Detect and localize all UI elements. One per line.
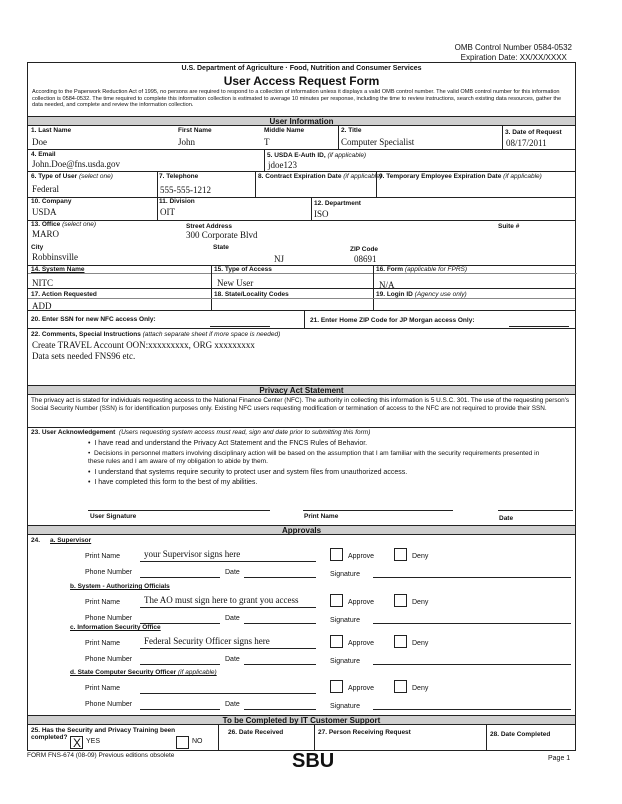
zip-field[interactable]: 08691 xyxy=(354,254,377,264)
form-field[interactable]: N/A xyxy=(379,280,395,290)
comments-label: 22. Comments, Special Instructions (attach separate sheet if more space is needed) xyxy=(31,331,281,338)
date-of-request-field[interactable]: 08/17/2011 xyxy=(506,138,547,148)
contract-expiration-label: 8. Contract Expiration Date (if applicable) xyxy=(258,173,382,180)
state-codes-label: 18. State/Locality Codes xyxy=(214,291,289,298)
approval-phone-label: Phone Number xyxy=(85,656,133,663)
form-title: User Access Request Form xyxy=(223,74,380,88)
ssn-label: 20. Enter SSN for new NFC access Only: xyxy=(31,316,156,323)
print-name-label: Print Name xyxy=(304,513,339,520)
state-field[interactable]: NJ xyxy=(274,254,285,264)
approval-role-label: d. State Computer Security Officer (if applicable) xyxy=(70,669,217,676)
approval-signature-label: Signature xyxy=(330,571,360,578)
section-user-information: User Information xyxy=(28,116,575,126)
deny-checkbox[interactable] xyxy=(394,635,407,648)
division-label: 11. Division xyxy=(159,198,195,205)
approval-print-name-field[interactable]: Federal Security Officer signs here xyxy=(144,636,270,646)
zip-label: ZIP Code xyxy=(350,246,379,253)
first-name-field[interactable]: John xyxy=(178,137,196,147)
approve-checkbox[interactable] xyxy=(330,594,343,607)
paperwork-notice: According to the Paperwork Reduction Act of 1995, no persons are required to respond to a collection of information unless it displays a valid OMB control number. The valid OMB control number for this information collection is 0584-0532. The time required to complete this information collection is estimated to average 10 minutes per response, including the time to review instructions, search existing data resources, gather the data needed, and complete and review the information collection. xyxy=(32,89,562,109)
system-name-field[interactable]: NITC xyxy=(32,278,53,288)
company-field[interactable]: USDA xyxy=(32,207,57,217)
omb-control-number: OMB Control Number 0584-0532 xyxy=(454,43,572,52)
ack-bullet-2: • Decisions in personnel matters involving disciplinary action will be based on the assumption that I am familiar with the security requirements presented in these rules and I am aware of my obligation to abide by them. xyxy=(88,450,540,465)
telephone-field[interactable]: 555-555-1212 xyxy=(160,185,211,195)
date-received-label: 26. Date Received xyxy=(228,729,284,736)
deny-label: Deny xyxy=(412,685,429,692)
date-of-request-label: 3. Date of Request xyxy=(505,129,562,136)
telephone-label: 7. Telephone xyxy=(159,173,199,180)
yes-checkbox[interactable]: X xyxy=(70,736,83,749)
company-label: 10. Company xyxy=(31,198,72,205)
training-question: 25. Has the Security and Privacy Training been completed? xyxy=(31,727,176,741)
section-privacy: Privacy Act Statement xyxy=(28,385,575,395)
yes-label: YES xyxy=(86,738,101,745)
city-field[interactable]: Robbinsville xyxy=(32,252,79,262)
street-address-field[interactable]: 300 Corporate Blvd xyxy=(186,230,258,240)
ack-bullet-3: • I understand that systems require security to protect user and system files from unauthorized access. xyxy=(88,469,408,476)
middle-name-label: Middle Name xyxy=(264,127,305,134)
middle-name-field[interactable]: T xyxy=(264,137,270,147)
approval-role-label: c. Information Security Office xyxy=(70,624,161,631)
approval-phone-label: Phone Number xyxy=(85,569,133,576)
ack-bullet-4: • I have completed this form to the best of my abilities. xyxy=(88,479,258,486)
section-approvals: Approvals xyxy=(28,525,575,535)
form-number: FORM FNS-674 (08-09) Previous editions obsolete xyxy=(27,752,175,759)
section-it-support: To be Completed by IT Customer Support xyxy=(28,715,575,725)
title-field[interactable]: Computer Specialist xyxy=(341,137,415,147)
comments-line-1[interactable]: Create TRAVEL Account OON:xxxxxxxxx, ORG xxxxxxxxx xyxy=(32,340,255,350)
date-label: Date xyxy=(499,515,514,522)
user-type-label: 6. Type of User (select one) xyxy=(31,173,113,180)
state-label: State xyxy=(213,244,229,251)
deny-label: Deny xyxy=(412,640,429,647)
approval-role-label: b. System - Authorizing Officials xyxy=(70,583,170,590)
approval-role-label: a. Supervisor xyxy=(50,537,92,544)
temp-expiration-label: 9. Temporary Employee Expiration Date (if applicable) xyxy=(379,173,542,180)
approval-signature-label: Signature xyxy=(330,703,360,710)
omb-expiration: Expiration Date: XX/XX/XXXX xyxy=(460,53,567,62)
no-checkbox[interactable] xyxy=(176,736,189,749)
ack-bullet-1: • I have read and understand the Privacy Act Statement and the FNCS Rules of Behavior. xyxy=(88,440,368,447)
page-number: Page 1 xyxy=(548,755,571,762)
access-type-label: 15. Type of Access xyxy=(214,266,272,273)
comments-line-2[interactable]: Data sets needed FNS96 etc. xyxy=(32,351,136,361)
agency-line: U.S. Department of Agriculture · Food, Nutrition and Consumer Services xyxy=(181,65,422,72)
person-receiving-label: 27. Person Receiving Request xyxy=(318,729,411,736)
eauth-label: 5. USDA E-Auth ID, (if applicable) xyxy=(267,152,367,159)
approve-label: Approve xyxy=(348,685,375,692)
omb-block xyxy=(455,43,572,63)
approval-print-name-field[interactable]: The AO must sign here to grant you access xyxy=(144,595,299,605)
approval-phone-label: Phone Number xyxy=(85,615,133,622)
user-signature-label: User Signature xyxy=(90,513,137,520)
division-field[interactable]: OIT xyxy=(160,207,175,217)
approvals-number: 24. xyxy=(31,537,41,544)
deny-checkbox[interactable] xyxy=(394,680,407,693)
no-label: NO xyxy=(192,738,203,745)
email-field[interactable]: John.Doe@fns.usda.gov xyxy=(32,159,121,169)
approval-print-name-label: Print Name xyxy=(85,640,121,647)
approval-signature-label: Signature xyxy=(330,617,360,624)
date-completed-label: 28. Date Completed xyxy=(490,731,551,738)
first-name-label: First Name xyxy=(178,127,212,134)
action-field[interactable]: ADD xyxy=(32,301,52,311)
access-type-field[interactable]: New User xyxy=(217,278,254,288)
action-label: 17. Action Requested xyxy=(31,291,97,298)
department-field[interactable]: ISO xyxy=(314,209,329,219)
department-label: 12. Department xyxy=(314,200,361,207)
approval-print-name-label: Print Name xyxy=(85,685,121,692)
user-access-request-form xyxy=(27,62,576,751)
office-label: 13. Office (select one) xyxy=(31,221,97,228)
privacy-text: The privacy act is stated for individuals requesting access to the National Finance Center (NFC). The authority in collecting this information is 5 U.S.C. 301. The use of the requesting person's Social Security Number (SSN) is for identification purposes only. Existing NFC users requesting modification or termination of access to the NFC are not required to provide their SSN. xyxy=(31,397,570,412)
title-label: 2. Title xyxy=(341,127,362,134)
approval-date-label: Date xyxy=(225,615,240,622)
deny-checkbox[interactable] xyxy=(394,594,407,607)
approve-checkbox[interactable] xyxy=(330,635,343,648)
last-name-field[interactable]: Doe xyxy=(32,137,47,147)
zip-jp-label: 21. Enter Home ZIP Code for JP Morgan access Only: xyxy=(310,317,475,324)
approval-phone-label: Phone Number xyxy=(85,701,133,708)
form-label: 16. Form (applicable for FPRS) xyxy=(376,266,468,273)
user-type-field[interactable]: Federal xyxy=(32,184,59,194)
system-name-label: 14. System Name xyxy=(31,266,85,273)
approve-checkbox[interactable] xyxy=(330,680,343,693)
approve-label: Approve xyxy=(348,640,375,647)
approval-signature-label: Signature xyxy=(330,658,360,665)
city-label: City xyxy=(31,244,44,251)
approval-print-name-label: Print Name xyxy=(85,599,121,606)
approval-date-label: Date xyxy=(225,656,240,663)
approval-print-name-field[interactable]: your Supervisor signs here xyxy=(144,549,241,559)
approval-date-label: Date xyxy=(225,569,240,576)
approve-label: Approve xyxy=(348,553,375,560)
office-field[interactable]: MARO xyxy=(32,229,60,239)
last-name-label: 1. Last Name xyxy=(31,127,72,134)
suite-label: Suite # xyxy=(498,223,520,230)
approval-date-label: Date xyxy=(225,701,240,708)
eauth-field[interactable]: jdoe123 xyxy=(268,160,297,170)
approval-print-name-label: Print Name xyxy=(85,553,121,560)
acknowledgement-label: 23. User Acknowledgement (Users requesting system access must read, sign and date prior to submitting this form) xyxy=(31,429,371,436)
approve-checkbox[interactable] xyxy=(330,548,343,561)
sbu-mark: SBU xyxy=(292,750,335,772)
street-address-label: Street Address xyxy=(186,223,232,230)
approve-label: Approve xyxy=(348,599,375,606)
deny-checkbox[interactable] xyxy=(394,548,407,561)
deny-label: Deny xyxy=(412,599,429,606)
login-id-label: 19. Login ID (Agency use only) xyxy=(376,291,467,298)
email-label: 4. Email xyxy=(31,151,56,158)
deny-label: Deny xyxy=(412,553,429,560)
